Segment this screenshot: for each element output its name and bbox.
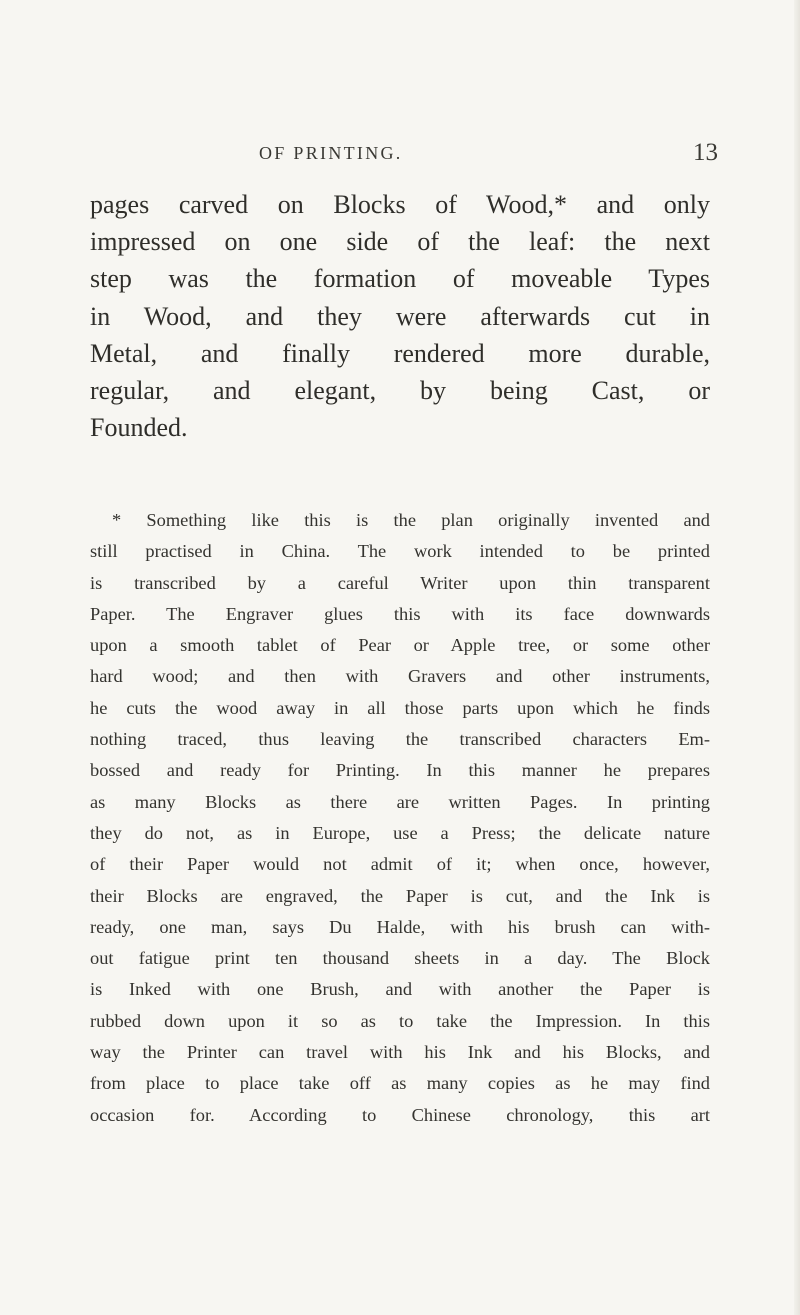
running-head [0, 139, 800, 173]
footnote-line: is Inked with one Brush, and with another the Paper is [90, 979, 710, 1000]
text-line: Founded. [90, 413, 188, 443]
footnote-line: nothing traced, thus leaving the transcribed characters Em- [90, 729, 710, 750]
footnote-line: ready, one man, says Du Halde, with his brush can with- [90, 916, 710, 937]
footnote-line: he cuts the wood away in all those parts upon which he finds [90, 697, 710, 718]
text-line: Metal, and finally rendered more durable, [90, 338, 710, 368]
footnote-line: they do not, as in Europe, use a Press; the delicate nature [90, 822, 710, 843]
running-title: OF PRINTING. [259, 143, 403, 163]
footnote [90, 505, 710, 1131]
footnote-line: upon a smooth tablet of Pear or Apple tree, or some other [90, 635, 710, 656]
footnote-line: is transcribed by a careful Writer upon thin transparent [90, 572, 710, 593]
footnote-line: their Blocks are engraved, the Paper is cut, and the Ink is [90, 885, 710, 906]
text-line: in Wood, and they were afterwards cut in [90, 301, 710, 331]
text-line: impressed on one side of the leaf: the next [90, 227, 710, 257]
page-number: 13 [693, 139, 718, 166]
footnote-line: rubbed down upon it so as to take the Impression. In this [90, 1010, 710, 1031]
footnote-line: way the Printer can travel with his Ink and his Blocks, and [90, 1042, 710, 1063]
footnote-line: still practised in China. The work intended to be printed [90, 541, 710, 562]
main-paragraph [90, 186, 710, 446]
footnote-line: out fatigue print ten thousand sheets in a day. The Block [90, 948, 710, 969]
footnote-line: as many Blocks as there are written Pages. In printing [90, 791, 710, 812]
footnote-line: bossed and ready for Printing. In this manner he prepares [90, 760, 710, 781]
footnote-line: of their Paper would not admit of it; when once, however, [90, 854, 710, 875]
footnote-line: Paper. The Engraver glues this with its face downwards [90, 603, 710, 624]
text-line: step was the formation of moveable Types [90, 264, 710, 294]
text-line: pages carved on Blocks of Wood,* and only [90, 190, 710, 219]
footnote-line: * Something like this is the plan originally invented and [112, 510, 710, 530]
page-edge-shadow [794, 0, 800, 1315]
footnote-line: hard wood; and then with Gravers and other instruments, [90, 666, 710, 687]
footnote-line: from place to place take off as many copies as he may find [90, 1073, 710, 1094]
footnote-line: occasion for. According to Chinese chronology, this art [90, 1104, 710, 1125]
text-line: regular, and elegant, by being Cast, or [90, 376, 710, 406]
